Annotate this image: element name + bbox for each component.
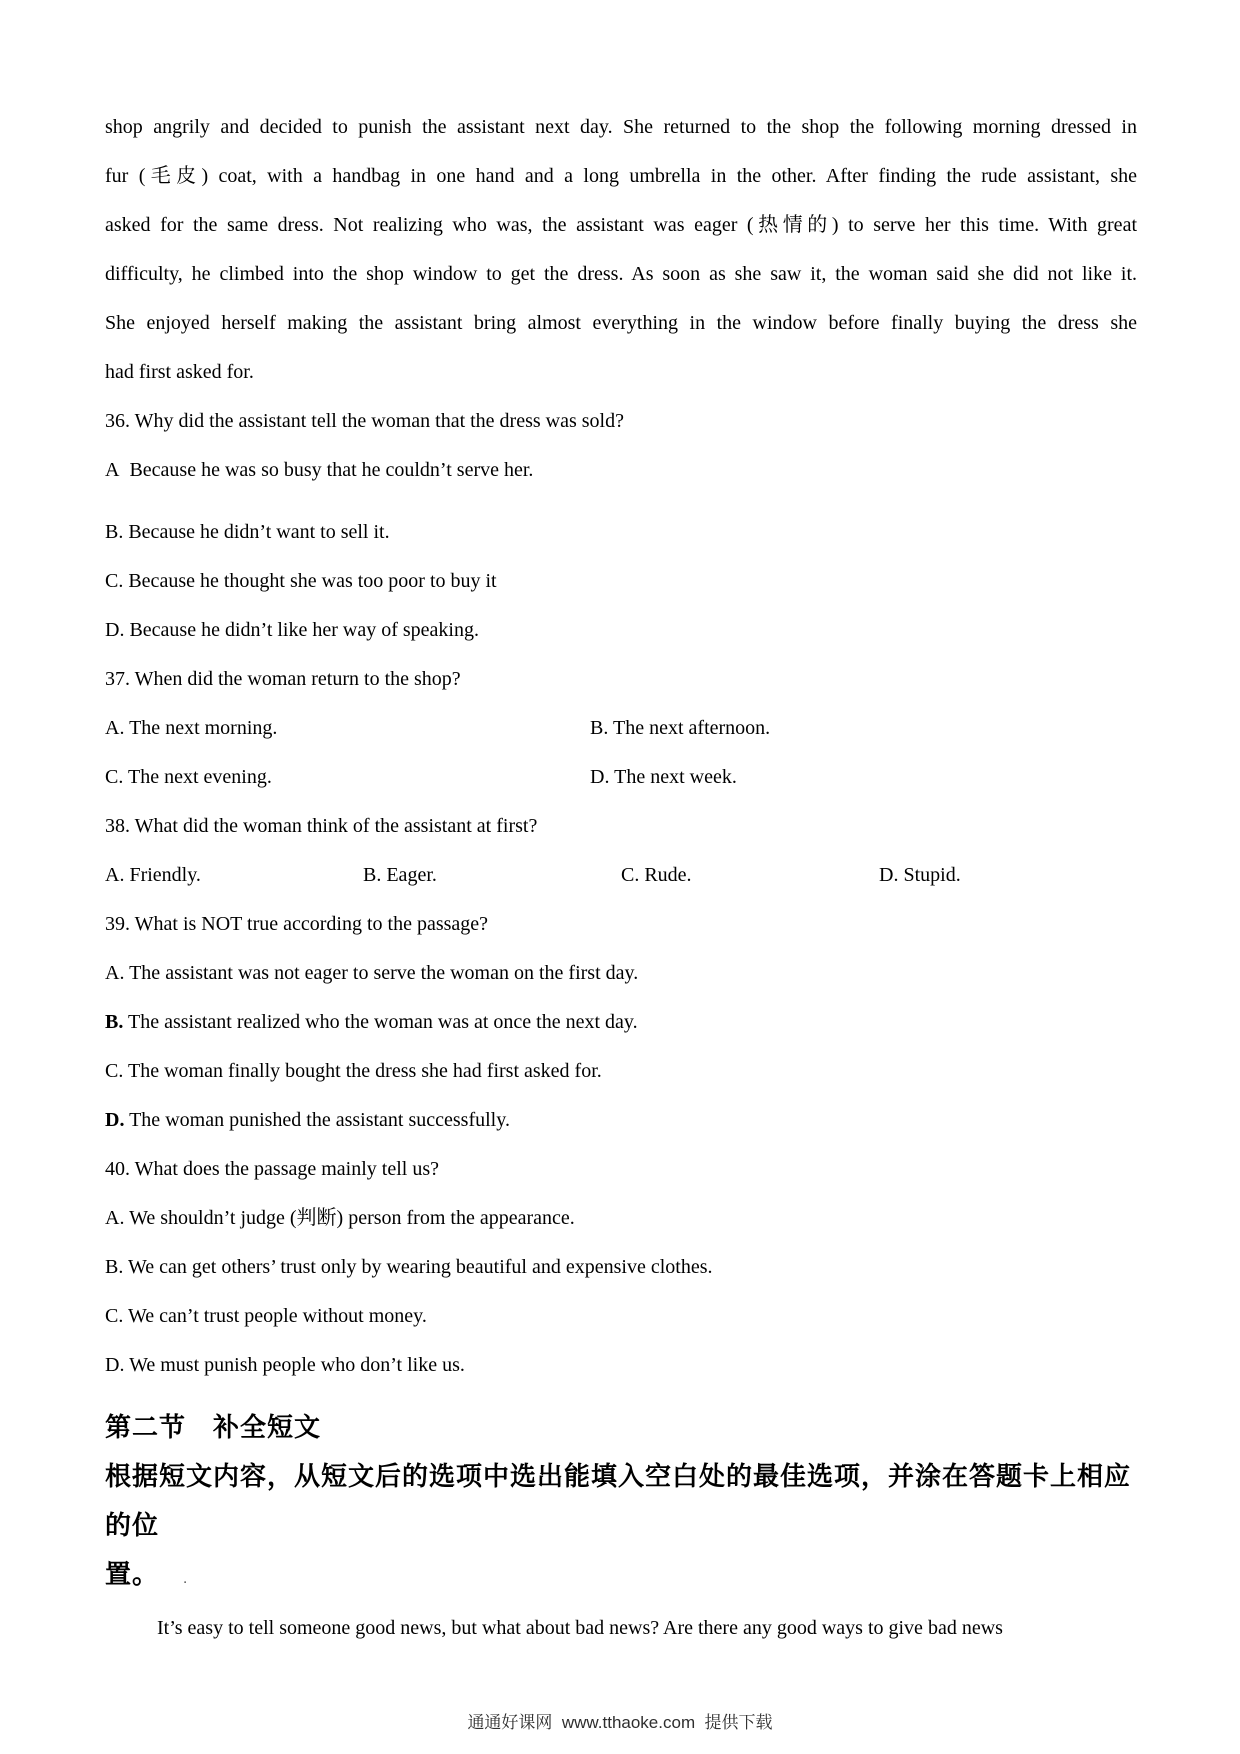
option-label: B. [105, 1011, 124, 1033]
question-37-option-a [105, 704, 590, 753]
question-37-options-row-2 [105, 753, 1137, 802]
option-label: D. [105, 1354, 125, 1376]
option-text: The next evening. [127, 766, 272, 788]
option-text: Stupid. [903, 864, 961, 886]
option-label: C. [105, 766, 124, 788]
question-39-option-b [105, 998, 1137, 1047]
question-40-option-c [105, 1292, 1137, 1341]
passage-line: shop angrily and decided to punish the assistant next day. She returned to the shop the following morning dressed in [105, 116, 1137, 138]
option-label: B. [363, 864, 382, 886]
question-37-option-b [590, 704, 770, 753]
passage-line: She enjoyed herself making the assistant bring almost everything in the window before finally buying the dress she [105, 312, 1137, 334]
option-label: A. [105, 717, 125, 739]
section-2-passage-opening-line: It’s easy to tell someone good news, but what about bad news? Are there any good ways to give bad news [157, 1617, 1003, 1639]
option-label: A. [105, 1207, 125, 1229]
option-label: D. [879, 864, 899, 886]
option-text: Because he didn’t like her way of speaking. [129, 619, 479, 641]
option-label: A. [105, 962, 125, 984]
option-label: A [105, 459, 120, 481]
question-37-options-row-1 [105, 704, 1137, 753]
option-label: D. [590, 766, 610, 788]
section-2-instruction-line-2 [105, 1550, 1137, 1604]
document-body [105, 103, 1137, 1653]
section-2-heading: 第二节 补全短文 [105, 1412, 322, 1442]
passage-line: asked for the same dress. Not realizing who was, the assistant was eager (热情的) to serve her this time. With great [105, 214, 1137, 236]
option-label: A. [105, 864, 125, 886]
option-text: The assistant realized who the woman was at once the next day. [127, 1011, 638, 1033]
option-text: Eager. [386, 864, 437, 886]
option-text: We can get others’ trust only by wearing beautiful and expensive clothes. [127, 1256, 713, 1278]
option-label: C. [105, 570, 124, 592]
question-36-option-a [105, 446, 1137, 495]
option-label: D. [105, 619, 125, 641]
option-label: C. [105, 1060, 124, 1082]
option-label: B. [105, 1256, 124, 1278]
option-label: C. [105, 1305, 124, 1327]
option-text: The next afternoon. [613, 717, 771, 739]
option-text: Because he was so busy that he couldn’t serve her. [129, 459, 534, 481]
footer-watermark: 通通好课网 www.tthaoke.com 提供下载 [467, 1713, 773, 1732]
option-text: The assistant was not eager to serve the woman on the first day. [129, 962, 639, 984]
question-40-option-d [105, 1341, 1137, 1390]
question-38-option-c [621, 851, 879, 900]
question-37-stem: 37. When did the woman return to the shop? [105, 668, 461, 690]
question-38-stem: 38. What did the woman think of the assistant at first? [105, 815, 538, 837]
question-36-option-c [105, 557, 1137, 606]
passage-line: had first asked for. [105, 361, 254, 383]
option-text: Because he didn’t want to sell it. [128, 521, 390, 543]
option-text: The next week. [614, 766, 737, 788]
question-38-options-row [105, 851, 1137, 900]
option-text: The woman finally bought the dress she had first asked for. [127, 1060, 602, 1082]
question-39-option-a [105, 949, 1137, 998]
option-text: Rude. [644, 864, 692, 886]
question-36-option-d [105, 606, 1137, 655]
question-37-option-c [105, 753, 590, 802]
instruction-text: 置。 [105, 1559, 160, 1589]
option-label: B. [590, 717, 609, 739]
option-text: The woman punished the assistant successfully. [129, 1109, 510, 1131]
passage-line: fur (毛皮) coat, with a handbag in one hand and a long umbrella in the other. After finding the rude assistant, she [105, 165, 1137, 187]
question-36-option-b [105, 508, 1137, 557]
option-text: Because he thought she was too poor to buy it [128, 570, 497, 592]
option-text: The next morning. [129, 717, 278, 739]
option-label: C. [621, 864, 640, 886]
option-text: Friendly. [129, 864, 201, 886]
stray-dot: . [183, 1571, 187, 1587]
option-text: We must punish people who don’t like us. [129, 1354, 465, 1376]
question-40-option-a [105, 1194, 1137, 1243]
question-40-option-b [105, 1243, 1137, 1292]
passage-line: difficulty, he climbed into the shop window to get the dress. As soon as she saw it, the woman said she did not like it. [105, 263, 1137, 285]
option-text: We can’t trust people without money. [127, 1305, 427, 1327]
option-label: D. [105, 1109, 125, 1131]
section-2-instruction-line-1: 根据短文内容，从短文后的选项中选出能填入空白处的最佳选项，并涂在答题卡上相应的位 [105, 1461, 1132, 1540]
option-label: B. [105, 521, 124, 543]
question-38-option-d [879, 851, 1137, 900]
question-39-option-d [105, 1096, 1137, 1145]
question-40-stem: 40. What does the passage mainly tell us? [105, 1158, 439, 1180]
question-36-stem: 36. Why did the assistant tell the woman that the dress was sold? [105, 410, 624, 432]
question-38-option-b [363, 851, 621, 900]
option-text: We shouldn’t judge (判断) person from the appearance. [129, 1207, 575, 1229]
question-39-option-c [105, 1047, 1137, 1096]
question-37-option-d [590, 753, 737, 802]
question-38-option-a [105, 851, 363, 900]
question-39-stem: 39. What is NOT true according to the passage? [105, 913, 489, 935]
